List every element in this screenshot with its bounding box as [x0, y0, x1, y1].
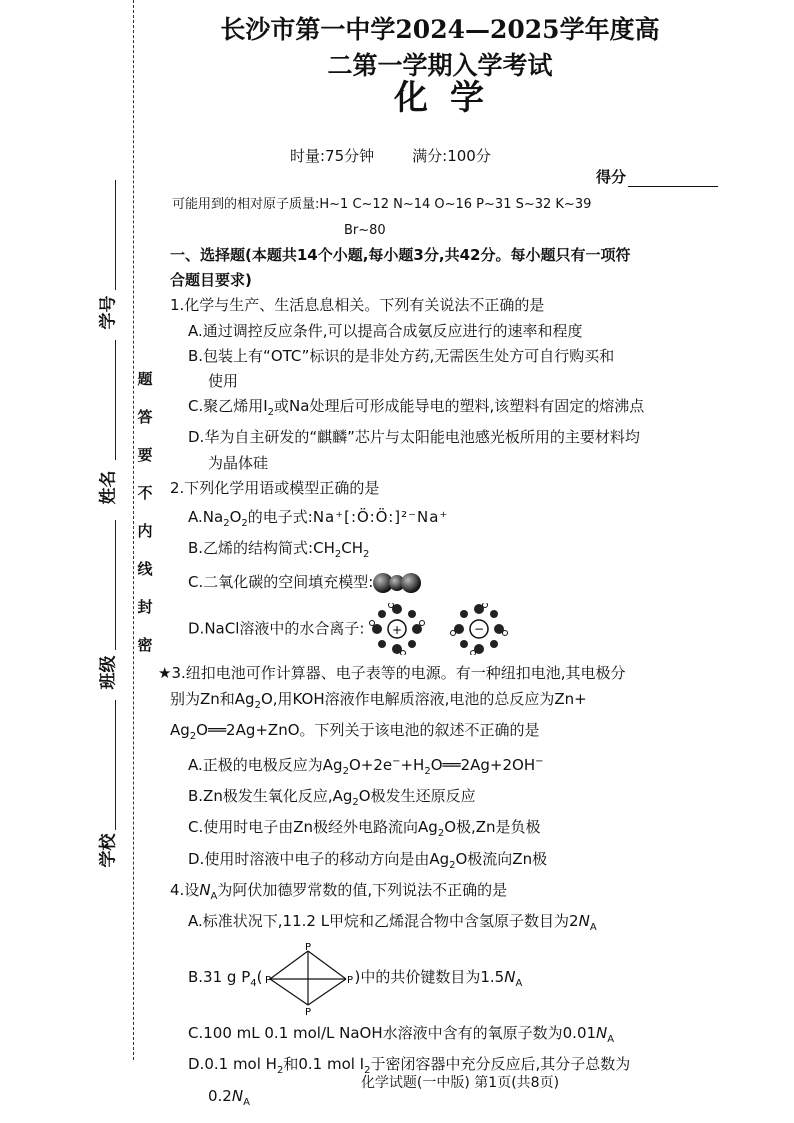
question-4-option-b[interactable]: B.31 g $P_4$( P P P P )中的共价键数目为$1.5N_A$: [170, 940, 778, 1021]
seal-char: 密: [137, 636, 153, 654]
question-1-option-b-cont: 使用: [208, 372, 239, 391]
atomic-masses: [172, 192, 772, 244]
question-2-option-a[interactable]: $A.Na_2O_2$的电子式:Na⁺[:Ö:Ö:]²⁻Na⁺: [188, 508, 449, 530]
school-label: 学校: [98, 833, 119, 868]
subject-title: 化学: [394, 78, 506, 118]
question-4-stem: 4.设$N_A$为阿伏加德罗常数的值,下列说法不正确的是: [170, 880, 508, 902]
star-icon: ★: [158, 664, 172, 683]
student-number-label: 学号: [98, 295, 119, 330]
question-4-option-d-cont: $0.2N_A$: [208, 1086, 250, 1108]
hydrated-ions-model: [369, 603, 519, 655]
question-1-option-a[interactable]: A.通过调控反应条件,可以提高合成氨反应进行的速率和程度: [188, 321, 583, 340]
seal-char: 题: [137, 370, 153, 388]
seal-char: 封: [137, 598, 153, 616]
question-4-option-d[interactable]: D.0.1 mol $H_2$和0.1 mol $I_2$于密闭容器中充分反应后,其分子总数为: [188, 1055, 631, 1077]
question-2-stem: 2.下列化学用语或模型正确的是: [170, 478, 380, 497]
question-2-option-b[interactable]: B.乙烯的结构简式$:CH_2CH_2$: [188, 539, 370, 561]
hydrated-sodium-ion: [370, 603, 425, 655]
p-atom-label-left: P: [265, 974, 272, 986]
class-underline: [115, 520, 116, 650]
section-heading: 一、选择题(本题共14个小题,每小题3分,共42分。每小题只有一项符: [170, 246, 631, 264]
exam-title: 长沙市第一中学2024—2025学年度高二第一学期入学考试: [220, 15, 660, 80]
question-2-option-c[interactable]: C.二氧化碳的空间填充模型:: [170, 567, 778, 597]
score-blank[interactable]: [628, 170, 718, 187]
seal-char: 线: [137, 560, 153, 578]
atomic-masses-line1: 可能用到的相对原子质量:H~1 C~12 N~14 O~16 P~31 S~32 K~39: [172, 197, 592, 212]
co2-space-filling-model: [373, 573, 421, 591]
question-1-option-d-cont: 为晶体硅: [208, 453, 269, 472]
question-3-stem-cont2: $Ag_2O══2Ag+ZnO$。下列关于该电池的叙述不正确的是: [170, 720, 540, 742]
question-1-stem: 1.化学与生产、生活息息相关。下列有关说法不正确的是: [170, 296, 545, 315]
question-3-option-b[interactable]: B.Zn极发生氧化反应$,Ag_2O$极发生还原反应: [188, 787, 476, 809]
svg-text:+: +: [392, 623, 403, 638]
hydrated-chloride-ion: [451, 603, 508, 655]
class-field[interactable]: [86, 655, 126, 690]
question-1-option-b[interactable]: B.包装上有“OTC”标识的是非处方药,无需医生处方可自行购买和: [188, 346, 615, 365]
section-heading-cont: 合题目要求): [170, 271, 252, 290]
score-box[interactable]: [596, 166, 718, 187]
school-field[interactable]: [86, 833, 126, 868]
question-3-stem: ★3.纽扣电池可作计算器、电子表等的电源。有一种纽扣电池,其电极分: [158, 664, 626, 683]
full-score: 满分:100分: [412, 147, 491, 165]
student-number-field[interactable]: [86, 295, 126, 330]
svg-text:−: −: [474, 622, 485, 637]
question-1-option-d[interactable]: D.华为自主研发的“麒麟”芯片与太阳能电池感光板所用的主要材料均: [188, 428, 640, 447]
question-3-stem-cont: 别为Zn和$Ag_2O$,用KOH溶液作电解质溶液,电池的总反应为Zn+: [170, 689, 587, 711]
question-content: [158, 243, 778, 1115]
question-4-option-c[interactable]: C.100 mL 0.1 mol/L NaOH水溶液中含有的氧原子数为$0.01N_A$: [188, 1024, 615, 1046]
question-1-option-c[interactable]: C.聚乙烯用$I_2$或Na处理后可形成能导电的塑料,该塑料有固定的熔沸点: [188, 397, 645, 419]
question-2-option-d[interactable]: D.NaCl溶液中的水合离子: + −: [170, 603, 778, 655]
student-name-label: 姓名: [98, 470, 119, 505]
class-label: 班级: [98, 655, 119, 690]
p-atom-label-bottom: P: [305, 1006, 312, 1015]
question-3-option-d[interactable]: D.使用时溶液中电子的移动方向是由$Ag_2O$极流向Zn极: [188, 849, 548, 871]
p4-tetrahedron-diagram: [262, 941, 354, 1015]
seal-char: 要: [137, 446, 153, 464]
p-atom-label-right: P: [347, 974, 354, 986]
school-underline: [115, 700, 116, 830]
seal-warning-text: [133, 360, 157, 664]
question-3-option-c[interactable]: C.使用时电子由Zn极经外电路流向$Ag_2O$极,Zn是负极: [188, 818, 541, 840]
exam-info: [290, 145, 491, 166]
score-label: 得分: [596, 168, 627, 186]
number-underline: [115, 180, 116, 290]
student-name-field[interactable]: [86, 470, 126, 505]
p-atom-label-top: P: [305, 941, 312, 953]
page-footer: 化学试题(一中版) 第1页(共8页): [360, 1075, 560, 1091]
seal-char: 不: [137, 484, 153, 502]
seal-char: 内: [137, 522, 153, 540]
atomic-masses-line2: Br~80: [344, 223, 386, 238]
question-4-option-a[interactable]: A.标准状况下,11.2 L甲烷和乙烯混合物中含氢原子数目为$2N_A$: [188, 912, 597, 934]
time-limit: 时量:75分钟: [290, 147, 375, 165]
seal-char: 答: [137, 408, 153, 426]
peroxide-electron-formula: Na⁺[:Ö:Ö:]²⁻Na⁺: [312, 508, 449, 527]
question-3-option-a[interactable]: A.正极的电极反应为$Ag_2O+2e^-+H_2O══2Ag+2OH^-$: [188, 756, 544, 778]
name-underline: [115, 340, 116, 460]
